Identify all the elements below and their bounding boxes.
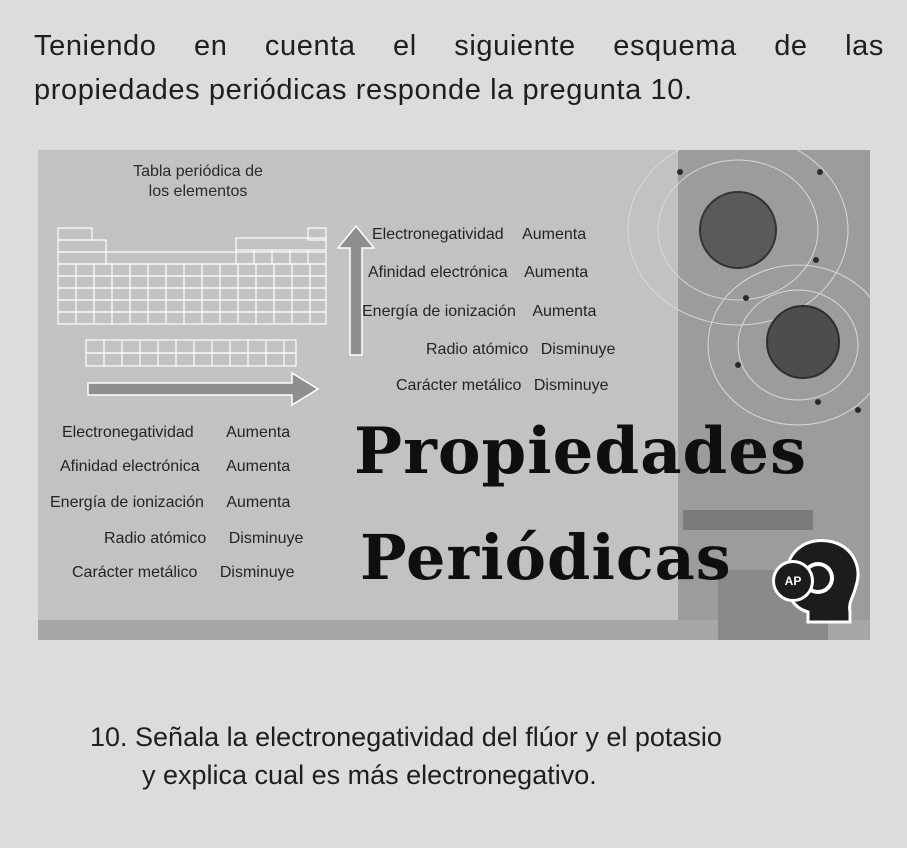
- property-label: Radio atómico: [426, 341, 529, 358]
- property-label: Carácter metálico: [396, 377, 522, 394]
- question-line-2: y explica cual es más electronegativo.: [142, 760, 597, 790]
- trend-label: Aumenta: [522, 226, 587, 243]
- intro-line-1: Teniendo en cuenta el siguiente esquema de las: [34, 30, 884, 62]
- property-label: Electronegatividad: [62, 424, 194, 441]
- vertical-list-row-4: [426, 341, 615, 359]
- vertical-list-row-2: [368, 264, 588, 282]
- trend-label: Aumenta: [226, 494, 291, 511]
- intro-paragraph: [34, 24, 884, 112]
- trend-label: Aumenta: [226, 458, 291, 475]
- horizontal-list-row-3: [50, 494, 290, 512]
- trend-label: Aumenta: [532, 303, 597, 320]
- trend-label: Aumenta: [226, 424, 291, 441]
- property-label: Electronegatividad: [372, 226, 504, 243]
- horizontal-list-row-5: [72, 564, 295, 582]
- horizontal-list-row-2: [60, 458, 290, 476]
- periodic-table-grid: [58, 228, 326, 366]
- trend-label: Aumenta: [524, 264, 589, 281]
- vertical-arrow: [338, 226, 374, 355]
- trend-label: Disminuye: [228, 530, 304, 547]
- horizontal-list-row-4: [104, 530, 303, 548]
- vertical-list-row-3: [362, 303, 596, 321]
- atom-illustration: [628, 150, 870, 425]
- question-10: [90, 718, 880, 794]
- question-line-1: 10. Señala la electronegatividad del flúor y el potasio: [90, 722, 722, 752]
- logo-badge: [772, 560, 814, 602]
- property-label: Afinidad electrónica: [368, 264, 508, 281]
- heading-propiedades: Propiedades: [354, 414, 808, 489]
- vertical-list-row-1: [372, 226, 586, 244]
- heading-periodicas: Periódicas: [360, 521, 732, 594]
- trend-label: Disminuye: [533, 377, 609, 394]
- horizontal-arrow: [88, 373, 318, 405]
- atom-nucleus-large: [700, 192, 776, 268]
- trend-label: Disminuye: [540, 341, 616, 358]
- property-label: Radio atómico: [104, 530, 207, 547]
- periodic-properties-figure: [38, 150, 870, 640]
- property-label: Energía de ionización: [362, 303, 516, 320]
- periodic-table-title: Tabla periódica de los elementos: [133, 163, 263, 200]
- horizontal-list-row-1: [62, 424, 290, 442]
- logo-text: AP: [784, 574, 802, 588]
- trend-label: Disminuye: [219, 564, 295, 581]
- vertical-list-row-5: [396, 377, 609, 395]
- atom-nucleus-small: [767, 306, 839, 378]
- property-label: Carácter metálico: [72, 564, 198, 581]
- property-label: Afinidad electrónica: [60, 458, 200, 475]
- property-label: Energía de ionización: [50, 494, 204, 511]
- intro-line-2: propiedades periódicas responde la pregunta 10.: [34, 74, 693, 106]
